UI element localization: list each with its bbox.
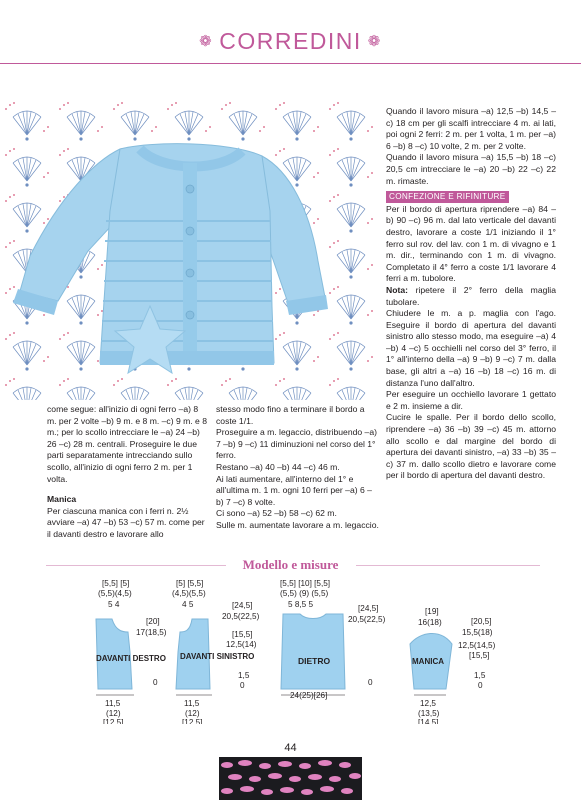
- paragraph: Sulle m. aumentate lavorare a m. legaccio.: [216, 519, 379, 530]
- dd-top2: (5,5)(4,5): [98, 589, 132, 598]
- mn-zero: 0: [478, 681, 483, 690]
- dd-side2: 17(18,5): [136, 628, 167, 637]
- flower-icon: ❁: [367, 33, 382, 50]
- dt-side2: 20,5(22,5): [348, 615, 386, 624]
- dd-bot3: [12,5]: [103, 718, 124, 724]
- knit-texture-strip: [219, 757, 362, 800]
- cardigan-illustration: [0, 101, 380, 400]
- dietro-piece: [281, 614, 345, 689]
- section-title-text: CORREDINI: [219, 28, 362, 54]
- measurement-diagram: [0, 574, 581, 724]
- flower-icon: ❁: [199, 33, 214, 50]
- section-title: [0, 28, 581, 55]
- paragraph: stesso modo fino a terminare il bordo a coste 1/1.: [216, 404, 365, 426]
- paragraph: Proseguire a m. legaccio, distribuendo –a) 7 –b) 9 –c) 11 diminuzioni nel corso del 1° ferro.: [216, 427, 377, 461]
- davanti-destro-label: DAVANTI DESTRO: [96, 654, 166, 663]
- mid1: [24,5]: [232, 601, 253, 610]
- manica-heading: Manica: [47, 494, 77, 505]
- paragraph: Ci sono –a) 52 –b) 58 –c) 62 m.: [216, 508, 337, 519]
- mn-top1: [19]: [425, 607, 439, 616]
- paragraph: Restano –a) 40 –b) 44 –c) 46 m.: [216, 461, 340, 472]
- paragraph: Ai lati aumentare, all'interno del 1° e all'ultima m. 1 m. ogni 10 ferri per –a) 6 –b) 7 –c) 8 volte.: [216, 473, 372, 507]
- dt-top2: (5,5) (9) (5,5): [280, 589, 329, 598]
- middle-column: [216, 404, 379, 532]
- ds-bot1: 11,5: [184, 699, 200, 708]
- mn-top2: 16(18): [418, 618, 442, 627]
- ds-bot3: [12,5]: [182, 718, 203, 724]
- mn-bot1: 12,5: [420, 699, 436, 708]
- mn-bot2: (13,5): [418, 709, 440, 718]
- ds-bot2: (12): [185, 709, 200, 718]
- paragraph: come segue: all'inizio di ogni ferro –a) 8 m. per 2 volte –b) 9 m. e 8 m. –c) 9 m. e 8 m.; per lo scollo intrecciare le –a) 24 –b) 26 –c) 28 m. centrali. Proseguire le due parti separatamente intrecciando sullo scollo, all'inizio di ogni ferro 2 m. per 1 volta.: [47, 404, 207, 484]
- mn-side3: 12,5(14,5): [458, 641, 496, 650]
- nota-label: Nota:: [386, 284, 408, 295]
- nota-paragraph: [386, 285, 556, 308]
- dd-top3: 5 4: [108, 600, 120, 609]
- dt-zero: 0: [368, 678, 373, 687]
- knit-texture: [219, 757, 362, 800]
- mn-side2: 15,5(18): [462, 628, 493, 637]
- left-column: [47, 404, 207, 541]
- dt-top3: 5 8,5 5: [288, 600, 314, 609]
- paragraph: Chiudere le m. a p. maglia con l'ago. Eseguire il bordo di apertura del davanti sinistro allo stesso modo, ma eseguire –a) 4 –b) 4 –c) 5 occhielli nel corso del 3° ferro, il 1° all'interno della –a) 9 –b) 9 –c) 7 m. dalla base, gli altri a –a) 16 –b) 18 –c) 16 m. di distanza l'uno dall'altro.: [386, 308, 556, 388]
- mid-zero: 0: [240, 681, 245, 690]
- watermark: PassionForum.ru: [478, 784, 546, 794]
- ds-top2: (4,5)(5,5): [172, 589, 206, 598]
- modello-title: Modello e misure: [242, 557, 339, 572]
- mn-side4: [15,5]: [469, 651, 490, 660]
- davanti-sinistro-label: DAVANTI SINISTRO: [180, 652, 255, 661]
- dd-side1: [20]: [146, 617, 160, 626]
- mid5: 1,5: [238, 671, 250, 680]
- mn-bot3: [14,5]: [418, 718, 439, 724]
- manica-label: MANICA: [412, 657, 444, 666]
- page-number: 44: [284, 742, 297, 754]
- ds-top3: 4 5: [182, 600, 194, 609]
- mid3: [15,5]: [232, 630, 253, 639]
- dietro-label: DIETRO: [298, 656, 331, 666]
- paragraph: Cucire le spalle. Per il bordo dello scollo, riprendere –a) 36 –b) 39 –c) 45 m. attorno allo scollo e dal margine del bordo di apertura dei davanti sinistro, –a) 33 –b) 35 –c) 37 m. dallo scollo dietro e lavorare come per il bordo di apertura del davanti destro.: [386, 412, 556, 481]
- paragraph: Per ciascuna manica con i ferri n. 2½ avviare –a) 47 –b) 53 –c) 57 m. come per il davanti destro e lavorare allo: [47, 505, 205, 539]
- mid2: 20,5(22,5): [222, 612, 260, 621]
- paragraph: Per eseguire un occhiello lavorare 1 gettato e 2 m. insieme a dir.: [386, 389, 556, 411]
- paragraph: Quando il lavoro misura –a) 12,5 –b) 14,5 –c) 18 cm per gli scalfi intrecciare 4 m. ai lati, poi ogni 2 ferri: 2 m. per 1 volta, 1 m. per –a) 6 –b) 8 –c) 10 volte, 2 m. per 2 volte.: [386, 106, 556, 151]
- dd-bot2: (12): [106, 709, 121, 718]
- dd-top1: [5,5] [5]: [102, 579, 130, 588]
- paragraph: Per il bordo di apertura riprendere –a) 84 –b) 90 –c) 96 m. dal lato verticale del davanti destro, lavorare a coste 1/1 iniziando il 1° ferro sul rov. del lav. con 1 m. di vivagno e 1 m. dir., terminando con 1 m. di vivagno. Completato il 4° ferro a coste 1/1 lavorare 4 ferri a m. tubolore.: [386, 203, 556, 284]
- ds-top1: [5] [5,5]: [176, 579, 204, 588]
- mn-side1: [20,5]: [471, 617, 492, 626]
- nota-text: ripetere il 2° ferro della maglia tubolare.: [386, 284, 556, 307]
- header-rule: [0, 63, 581, 64]
- dt-top1: [5,5] [10] [5,5]: [280, 579, 331, 588]
- dd-bot1: 11,5: [105, 699, 121, 708]
- right-column: [386, 106, 556, 482]
- section-heading: CONFEZIONE E RIFINITURE: [386, 191, 509, 203]
- manica-piece: [410, 633, 452, 689]
- dt-bot: 24(25)[26]: [290, 691, 328, 700]
- paragraph: Quando il lavoro misura –a) 15,5 –b) 18 –c) 20,5 cm intrecciare le –a) 20 –b) 22 –c) 22 m. rimaste.: [386, 152, 556, 186]
- page-header: [0, 0, 581, 86]
- mn-side5: 1,5: [474, 671, 486, 680]
- cardigan-photo: [0, 101, 380, 400]
- dt-side1: [24,5]: [358, 604, 379, 613]
- dd-zero: 0: [153, 678, 158, 687]
- mid4: 12,5(14): [226, 640, 257, 649]
